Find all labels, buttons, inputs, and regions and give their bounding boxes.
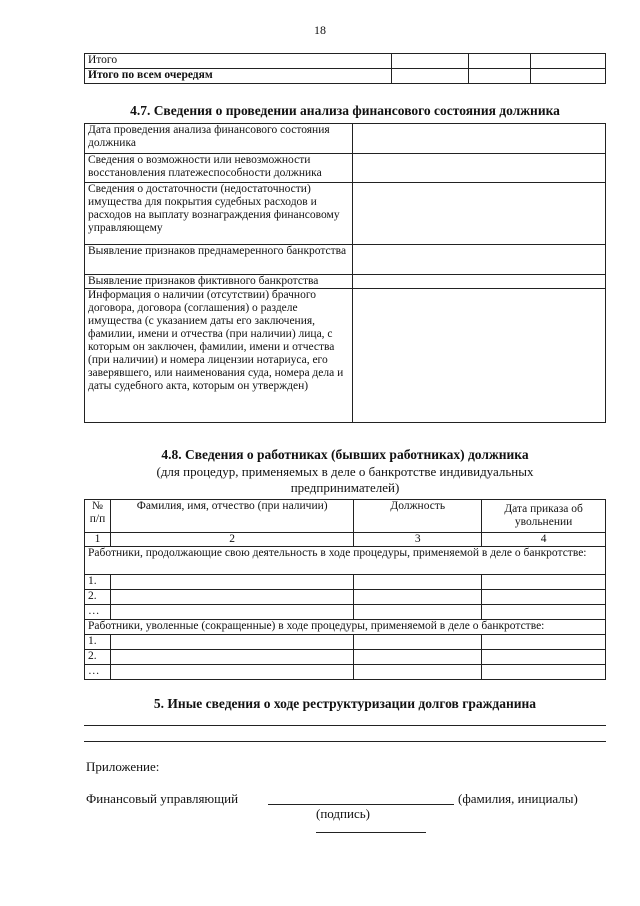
row-label: 2. bbox=[85, 650, 111, 665]
financial-analysis-table bbox=[84, 123, 606, 423]
row-label: 1. bbox=[85, 635, 111, 650]
page-number: 18 bbox=[314, 23, 326, 37]
col-number: 2 bbox=[110, 533, 353, 547]
row-label: … bbox=[85, 665, 111, 680]
seal-line bbox=[316, 832, 426, 833]
analysis-row: Информация о наличии (отсутствии) брачного договора, договора (соглашения) о разделе имущества (с указанием даты его заключения, фамилии, имени и отчества (при наличии) лица, с которым он заключен, фамилии, имени и отчества (при наличии) и номера лицензии нотариуса, его заверявшего, или наименования суда, номера дела и даты судебного акта, которым он утвержден) bbox=[85, 289, 353, 423]
employees-table bbox=[84, 499, 606, 680]
col-number: 4 bbox=[482, 533, 606, 547]
section-47-title: 4.7. Сведения о проведении анализа финансового состояния должника bbox=[130, 103, 560, 118]
group-dismissed-employees: Работники, уволенные (сокращенные) в ходе процедуры, применяемой в деле о банкротстве: bbox=[85, 620, 606, 635]
signature-line bbox=[268, 804, 454, 805]
analysis-row: Выявление признаков фиктивного банкротства bbox=[85, 275, 353, 289]
total-label: Итого bbox=[85, 54, 392, 69]
analysis-row: Выявление признаков преднамеренного банкротства bbox=[85, 245, 353, 275]
fill-line bbox=[84, 725, 606, 726]
totals-table bbox=[84, 53, 606, 84]
analysis-row: Дата проведения анализа финансового состояния должника bbox=[85, 124, 353, 154]
col-number: 1 bbox=[85, 533, 111, 547]
row-label: 1. bbox=[85, 575, 111, 590]
section-48-title: 4.8. Сведения о работниках (бывших работниках) должника bbox=[161, 447, 529, 462]
analysis-row: Сведения о достаточности (недостаточности) имущества для покрытия судебных расходов и расходов на выплату вознаграждения финансовому управляющему bbox=[85, 183, 353, 245]
attachment-label: Приложение: bbox=[86, 759, 160, 774]
col-header-position: Должность bbox=[354, 500, 482, 533]
col-header-name: Фамилия, имя, отчество (при наличии) bbox=[110, 500, 353, 533]
signature-label: (подпись) bbox=[316, 806, 370, 821]
analysis-row: Сведения о возможности или невозможности восстановления платежеспособности должника bbox=[85, 154, 353, 183]
group-continuing-employees: Работники, продолжающие свою деятельность в ходе процедуры, применяемой в деле о банкротстве: bbox=[85, 547, 606, 575]
col-number: 3 bbox=[354, 533, 482, 547]
fill-line bbox=[84, 741, 606, 742]
initials-label: (фамилия, инициалы) bbox=[458, 791, 578, 806]
row-label: 2. bbox=[85, 590, 111, 605]
section-48-subtitle: (для процедур, применяемых в деле о банкротстве индивидуальных предпринимателей) bbox=[156, 464, 534, 495]
section-5-title: 5. Иные сведения о ходе реструктуризации долгов гражданина bbox=[153, 696, 537, 711]
manager-label: Финансовый управляющий bbox=[86, 791, 239, 806]
col-header-dismissal-date: Дата приказа об увольнении bbox=[482, 500, 606, 533]
grand-total-label: Итого по всем очередям bbox=[85, 69, 392, 84]
row-label: … bbox=[85, 605, 111, 620]
col-header-number: № п/п bbox=[85, 500, 111, 533]
